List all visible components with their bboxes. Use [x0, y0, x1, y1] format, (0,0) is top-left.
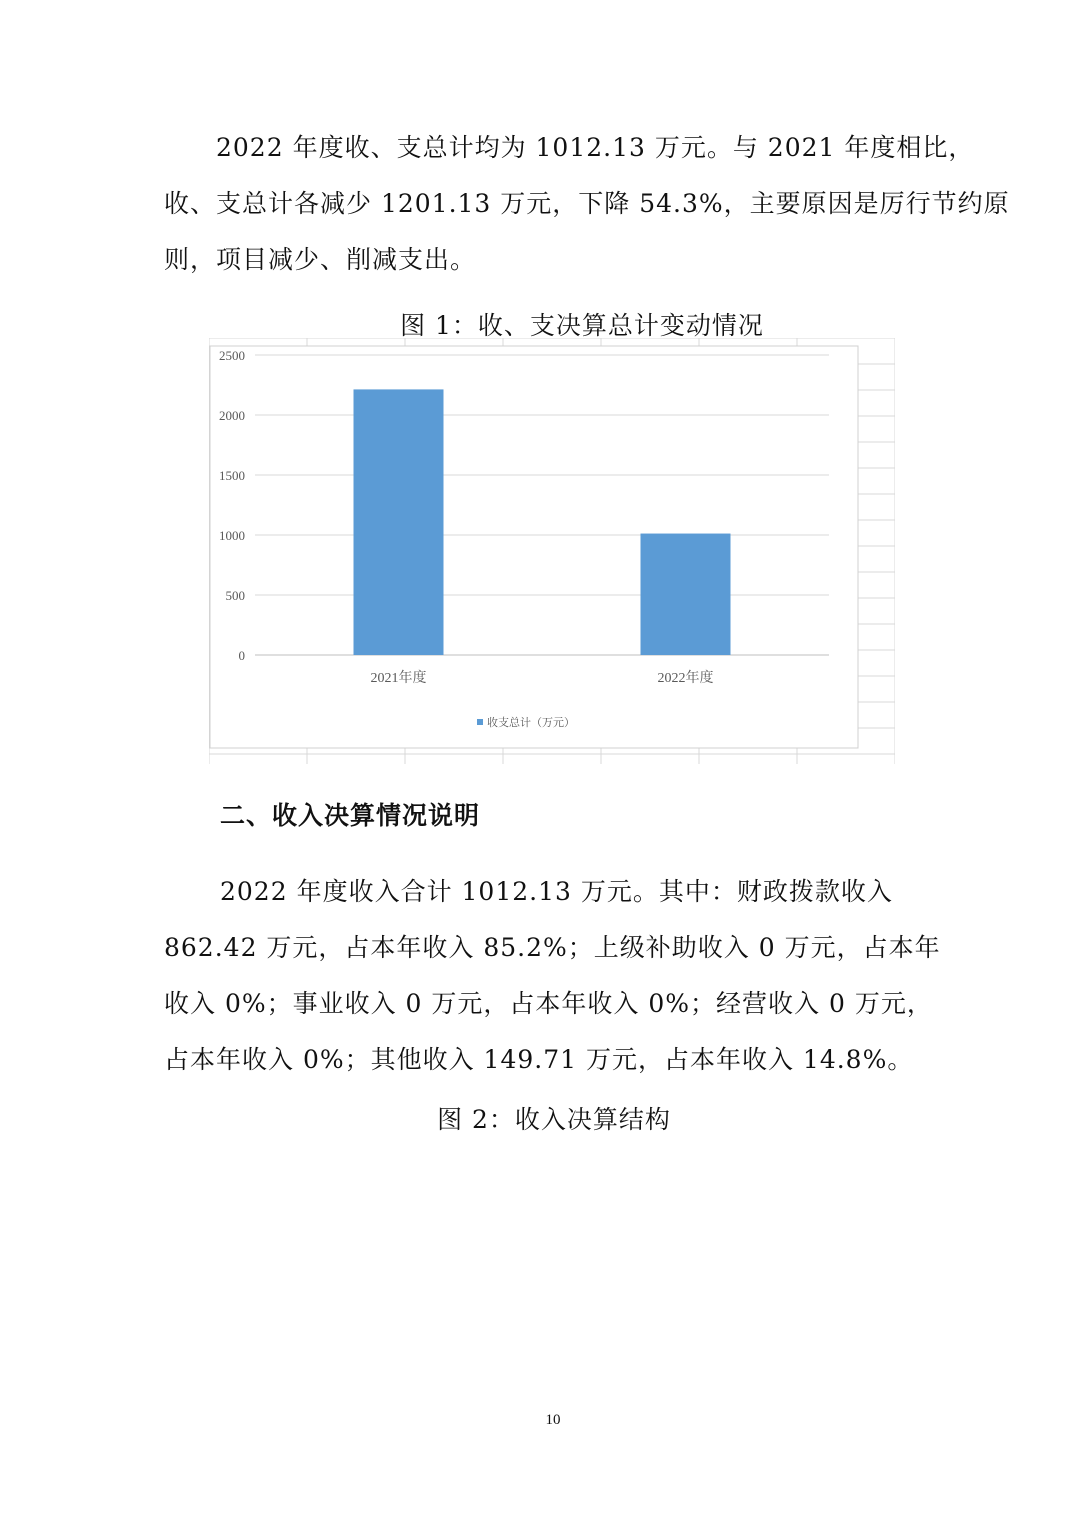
y-tick-label: 500 [225, 588, 245, 603]
legend-label: 收支总计（万元） [487, 716, 575, 729]
section-heading: 二、收入决算情况说明 [220, 801, 481, 830]
y-tick-label: 2000 [219, 408, 245, 423]
bar-2 [641, 534, 731, 655]
y-tick-label: 1500 [219, 468, 245, 483]
legend-swatch [477, 719, 483, 725]
bar-chart [209, 338, 895, 764]
paragraph-summary: 2022 年度收、支总计均为 1012.13 万元。与 2021 年度相比，收、支总计各减少 1201.13 万元，下降 54.3%，主要原因是厉行节约原则，项目减少、削减支出。 [164, 133, 1010, 274]
page-number: 10 [545, 1412, 561, 1428]
figure2-caption: 图 2：收入决算结构 [437, 1105, 671, 1134]
figure1-caption: 图 1：收、支决算总计变动情况 [400, 311, 764, 340]
y-tick-label: 2500 [219, 348, 245, 363]
y-tick-label: 1000 [219, 528, 245, 543]
chart-area [210, 346, 858, 748]
x-tick-label: 2022年度 [657, 671, 714, 686]
bar-1 [354, 389, 444, 655]
paragraph-income: 2022 年度收入合计 1012.13 万元。其中：财政拨款收入 862.42 万元，占本年收入 85.2%；上级补助收入 0 万元，占本年收入 0%；事业收入 0 万元，占本年收入 0%；经营收入 0 万元，占本年收入 0%；其他收入 149.71 万元，占本年收入 14.8%。 [164, 877, 941, 1074]
y-tick-label: 0 [238, 648, 245, 663]
x-tick-label: 2021年度 [370, 671, 427, 686]
